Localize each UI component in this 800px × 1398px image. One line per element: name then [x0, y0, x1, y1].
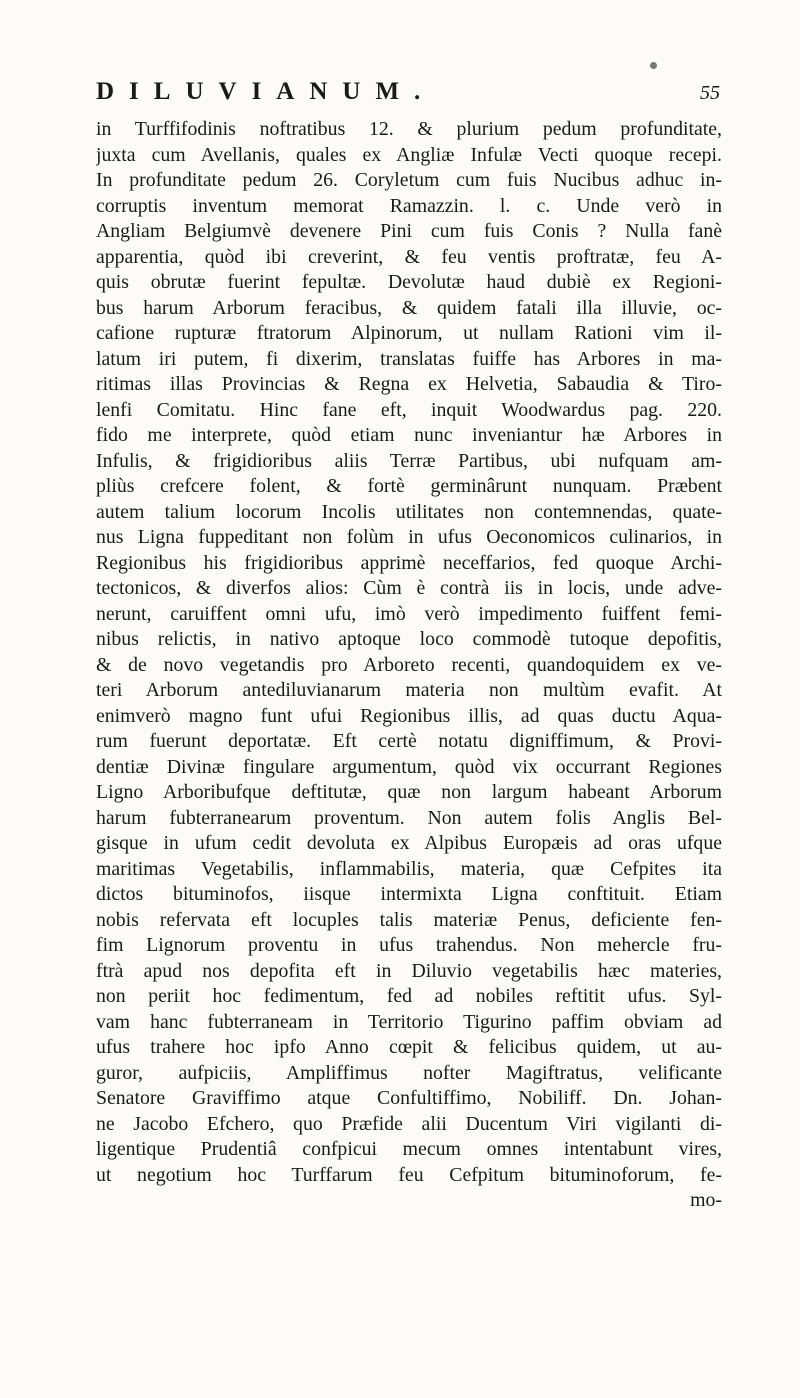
text-line: harum fubterranearum proventum. Non autem folis Anglis Bel-	[96, 806, 722, 829]
text-line: in Turffifodinis noftratibus 12. & plurium pedum profunditate,	[96, 118, 722, 140]
body-text	[96, 117, 722, 1214]
text-line: & de novo vegetandis pro Arboreto recenti, quandoquidem ex ve-	[96, 653, 722, 676]
text-line: bus harum Arborum feracibus, & quidem fatali illa illuvie, oc-	[96, 296, 722, 319]
text-line: lenfi Comitatu. Hinc fane eft, inquit Woodwardus pag. 220.	[96, 398, 722, 421]
text-line: In profunditate pedum 26. Coryletum cum fuis Nucibus adhuc in-	[96, 169, 722, 191]
text-line: fido me interprete, quòd etiam nunc inveniantur hæ Arbores in	[96, 424, 722, 446]
text-line: tectonicos, & diverfos alios: Cùm è contrà iis in locis, unde adve-	[96, 577, 722, 599]
text-line: juxta cum Avellanis, quales ex Angliæ Infulæ Vecti quoque recepi.	[96, 143, 722, 166]
text-line: teri Arborum antediluvianarum materia non multùm evafit. At	[96, 679, 722, 701]
text-line: ritimas illas Provincias & Regna ex Helvetia, Sabaudia & Tiro-	[96, 373, 722, 395]
text-line: Ligno Arboribufque deftitutæ, quæ non largum habeant Arborum	[96, 781, 722, 803]
text-line: Regionibus his frigidioribus apprimè neceffarios, fed quoque Archi-	[96, 551, 722, 574]
text-line: ftrà apud nos depofita eft in Diluvio vegetabilis hæc materies,	[96, 959, 722, 982]
text-line: ne Jacobo Efchero, quo Præfide alii Ducentum Viri vigilanti di-	[96, 1112, 722, 1135]
text-line: non periit hoc fedimentum, fed ad nobiles reftitit ufus. Syl-	[96, 985, 722, 1007]
page-number: 55	[700, 82, 720, 104]
text-line: Infulis, & frigidioribus aliis Terræ Partibus, ubi nufquam am-	[96, 449, 722, 472]
text-line: nibus relictis, in nativo aptoque loco commodè tutoque depofitis,	[96, 628, 722, 650]
text-line: rum fuerunt deportatæ. Eft certè notatu digniffimum, & Provi-	[96, 730, 722, 752]
text-line: enimverò magno funt ufui Regionibus illis, ad quas ductu Aqua-	[96, 704, 722, 727]
text-line: nobis refervata eft locuples talis materiæ Penus, deficiente fen-	[96, 908, 722, 931]
text-line: dentiæ Divinæ fingulare argumentum, quòd vix occurrant Regiones	[96, 755, 722, 778]
text-line: ufus trahere hoc ipfo Anno cœpit & felicibus quidem, ut au-	[96, 1036, 722, 1058]
running-head: DILUVIANUM.	[96, 78, 436, 105]
text-line: cafione rupturæ ftratorum Alpinorum, ut nullam Rationi vim il-	[96, 322, 722, 344]
text-line: guror, aufpiciis, Ampliffimus nofter Magiftratus, velificante	[96, 1061, 722, 1084]
text-line: pliùs crefcere folent, & fortè germinârunt nunquam. Præbent	[96, 475, 722, 497]
text-line: ligentique Prudentiâ confpicui mecum omnes intentabunt vires,	[96, 1138, 722, 1160]
text-line: Angliam Belgiumvè devenere Pini cum fuis Conis ? Nulla fanè	[96, 220, 722, 242]
text-line: gisque in ufum cedit devoluta ex Alpibus Europæis ad oras ufque	[96, 832, 722, 854]
page-header	[96, 78, 720, 112]
text-line: latum iri putem, fi dixerim, translatas fuiffe has Arbores in ma-	[96, 347, 722, 370]
text-line: nerunt, caruiffent omni ufu, imò verò impedimento fuiffent femi-	[96, 602, 722, 625]
text-line: maritimas Vegetabilis, inflammabilis, materia, quæ Cefpites ita	[96, 857, 722, 880]
text-line: nus Ligna fuppeditant non folùm in ufus Oeconomicos culinarios, in	[96, 526, 722, 548]
text-line: ut negotium hoc Turffarum feu Cefpitum bituminoforum, fe-	[96, 1163, 722, 1186]
text-line: dictos bituminofos, iisque intermixta Ligna conftituit. Etiam	[96, 883, 722, 905]
text-line: Senatore Graviffimo atque Confultiffimo, Nobiliff. Dn. Johan-	[96, 1087, 722, 1109]
text-line: fim Lignorum proventu in ufus trahendus. Non mehercle fru-	[96, 934, 722, 956]
text-line: corruptis inventum memorat Ramazzin. l. c. Unde verò in	[96, 194, 722, 217]
text-line: mo-	[690, 1189, 722, 1211]
text-line: vam hanc fubterraneam in Territorio Tigurino paffim obviam ad	[96, 1010, 722, 1033]
ink-speck	[650, 62, 657, 69]
text-line: autem talium locorum Incolis utilitates non contemnendas, quate-	[96, 500, 722, 523]
text-line: quis obrutæ fuerint fepultæ. Devolutæ haud dubiè ex Regioni-	[96, 271, 722, 293]
text-line: apparentia, quòd ibi creverint, & feu ventis proftratæ, feu A-	[96, 245, 722, 268]
